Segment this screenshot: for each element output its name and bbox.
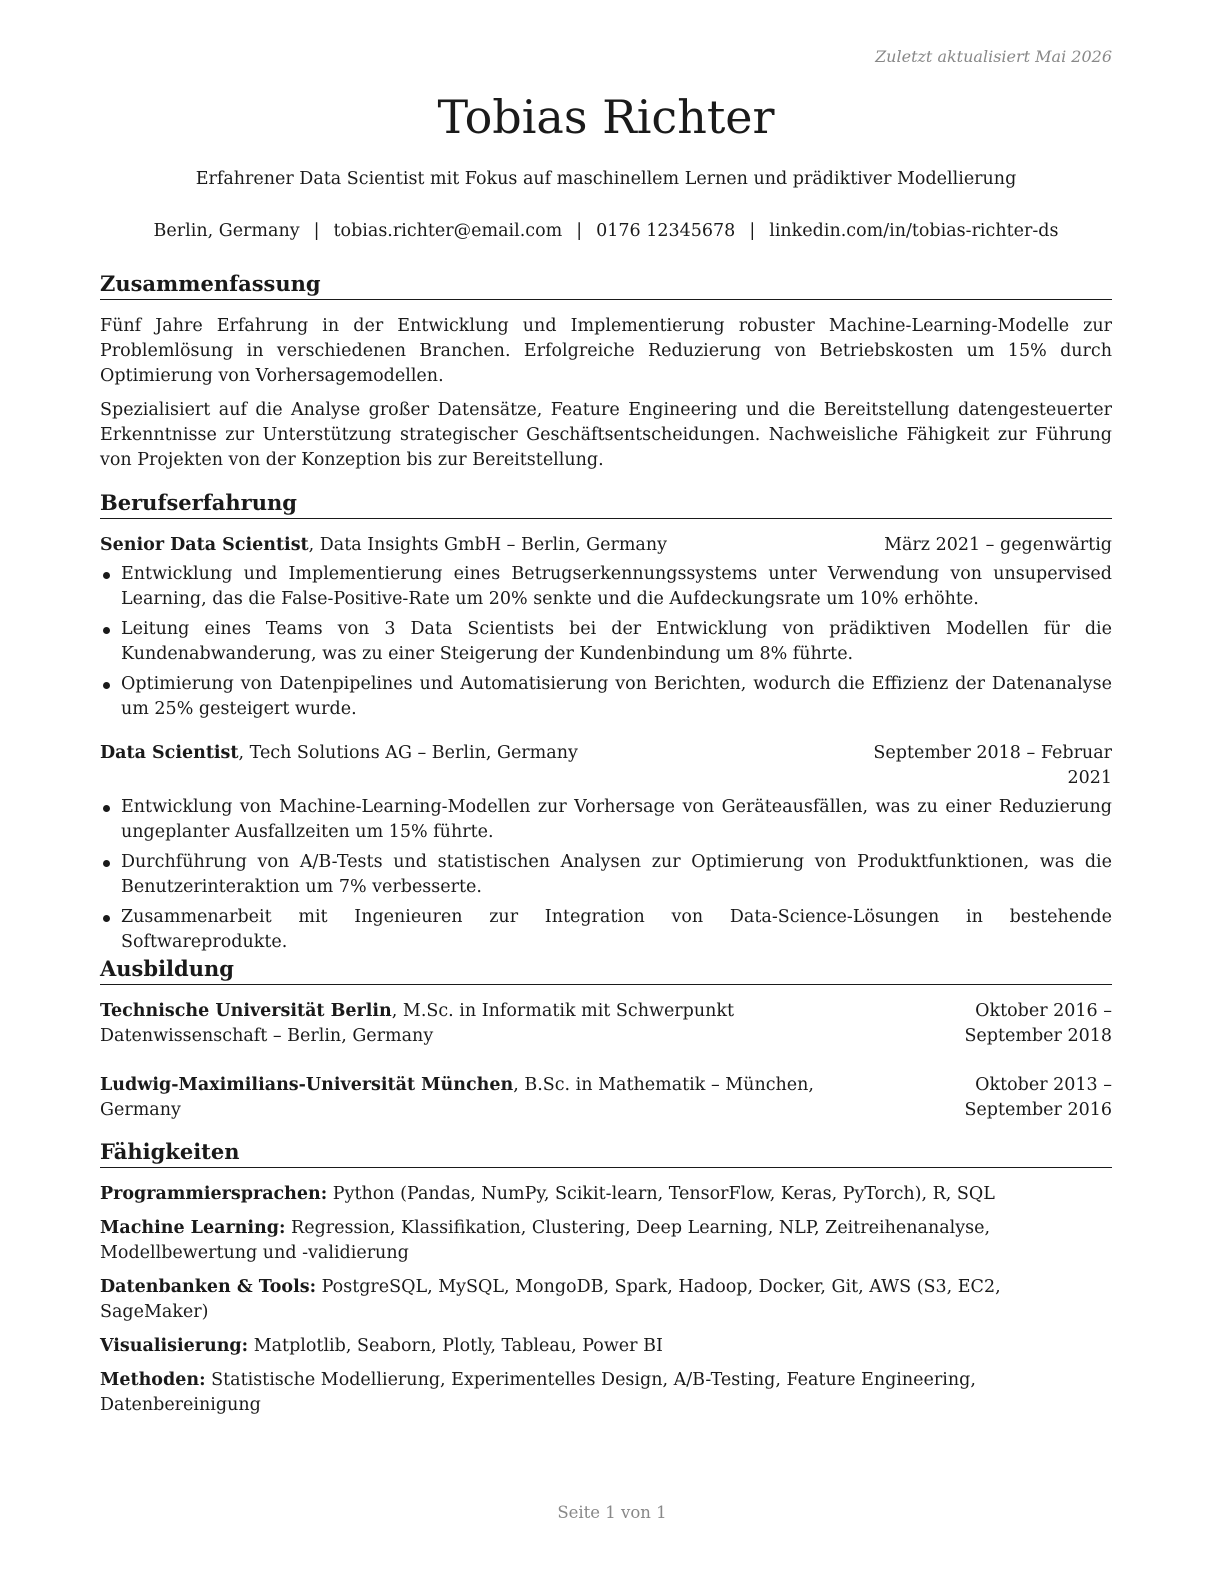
summary-section	[100, 271, 1112, 482]
education-dates: Oktober 2013 – September 2016	[964, 1075, 1112, 1120]
job-header	[100, 741, 1112, 791]
person-name: Tobias Richter	[437, 90, 775, 144]
education-entry	[100, 1073, 1112, 1123]
last-updated: Zuletzt aktualisiert Mai 2026	[875, 47, 1112, 66]
skills-section	[100, 1139, 1112, 1427]
job-role: Data Scientist	[100, 743, 239, 763]
job-dates: März 2021 – gegenwärtig	[884, 535, 1112, 555]
job-bullets	[100, 562, 1112, 722]
section-title-summary: Zusammenfassung	[100, 271, 1112, 300]
contact-email[interactable]: tobias.richter@email.com	[333, 221, 563, 241]
education-entry	[100, 999, 1112, 1049]
skill-value: Regression, Klassifikation, Clustering, Deep Learning, NLP, Zeitreihenanalyse, Modellbewertung und -validierung	[100, 1218, 991, 1263]
skill-value: Statistische Modellierung, Experimentelles Design, A/B-Testing, Feature Engineering, Datenbereinigung	[100, 1370, 976, 1415]
summary-paragraph: Fünf Jahre Erfahrung in der Entwicklung und Implementierung robuster Machine-Learning-Modelle zur Problemlösung in verschiedenen Branchen. Erfolgreiche Reduzierung von Betriebskosten um 15% durch Optimierung von Vorhersagemodellen.	[100, 316, 1112, 386]
contact-separator: |	[749, 221, 756, 241]
job-entry	[100, 741, 1112, 955]
education-school: Ludwig-Maximilians-Universität München	[100, 1075, 514, 1095]
job-org: , Data Insights GmbH – Berlin, Germany	[308, 535, 668, 555]
tagline: Erfahrener Data Scientist mit Fokus auf maschinellem Lernen und prädiktiver Modellierung	[195, 169, 1017, 189]
education-dates: Oktober 2016 – September 2018	[964, 1001, 1112, 1046]
section-title-skills: Fähigkeiten	[100, 1139, 1112, 1168]
skill-row	[100, 1334, 1112, 1359]
skill-row	[100, 1216, 1112, 1266]
skill-label: Datenbanken & Tools:	[100, 1277, 317, 1297]
list-item: Entwicklung von Machine-Learning-Modellen zur Vorhersage von Geräteausfällen, was zu einer Reduzierung ungeplanter Ausfallzeiten um 15% führte.	[100, 795, 1112, 845]
contact-separator: |	[576, 221, 583, 241]
skill-value: Python (Pandas, NumPy, Scikit-learn, TensorFlow, Keras, PyTorch), R, SQL	[327, 1184, 995, 1204]
list-item: Leitung eines Teams von 3 Data Scientists bei der Entwicklung von prädiktiven Modellen für die Kundenabwanderung, was zu einer Steigerung der Kundenbindung um 8% führte.	[100, 617, 1112, 667]
skill-row	[100, 1368, 1112, 1418]
job-header	[100, 533, 1112, 558]
job-dates: September 2018 – Februar 2021	[873, 743, 1112, 788]
contact-location: Berlin, Germany	[153, 221, 300, 241]
contact-linkedin[interactable]: linkedin.com/in/tobias-richter-ds	[769, 221, 1059, 241]
skill-value: Matplotlib, Seaborn, Plotly, Tableau, Power BI	[248, 1336, 663, 1356]
section-title-education: Ausbildung	[100, 956, 1112, 985]
contact-phone: 0176 12345678	[596, 221, 736, 241]
list-item: Durchführung von A/B-Tests und statistischen Analysen zur Optimierung von Produktfunktionen, was die Benutzerinteraktion um 7% verbesserte.	[100, 850, 1112, 900]
job-bullets	[100, 795, 1112, 955]
skill-label: Methoden:	[100, 1370, 206, 1390]
page-number: Seite 1 von 1	[557, 1503, 667, 1522]
summary-paragraph: Spezialisiert auf die Analyse großer Datensätze, Feature Engineering und die Bereitstellung datengesteuerter Erkenntnisse zur Unterstützung strategischer Geschäftsentscheidungen. Nachweisliche Fähigkeit zur Führung von Projekten von der Konzeption bis zur Bereitstellung.	[100, 400, 1112, 470]
skill-value: PostgreSQL, MySQL, MongoDB, Spark, Hadoop, Docker, Git, AWS (S3, EC2, SageMaker)	[100, 1277, 1001, 1322]
skill-label: Visualisierung:	[100, 1336, 249, 1356]
experience-section	[100, 490, 1112, 960]
contact-line	[100, 219, 1112, 244]
skill-row	[100, 1275, 1112, 1325]
list-item: Zusammenarbeit mit Ingenieuren zur Integration von Data-Science-Lösungen in bestehende Softwareprodukte.	[100, 905, 1112, 955]
skill-label: Machine Learning:	[100, 1218, 286, 1238]
job-org: , Tech Solutions AG – Berlin, Germany	[238, 743, 578, 763]
education-detail: , M.Sc. in Informatik mit Schwerpunkt Datenwissenschaft – Berlin, Germany	[100, 1001, 735, 1046]
education-school: Technische Universität Berlin	[100, 1001, 392, 1021]
section-title-experience: Berufserfahrung	[100, 490, 1112, 519]
list-item: Entwicklung und Implementierung eines Betrugserkennungssystems unter Verwendung von unsupervised Learning, das die False-Positive-Rate um 20% senkte und die Aufdeckungsrate um 10% erhöhte.	[100, 562, 1112, 612]
list-item: Optimierung von Datenpipelines und Automatisierung von Berichten, wodurch die Effizienz der Datenanalyse um 25% gesteigert wurde.	[100, 672, 1112, 722]
education-detail: , B.Sc. in Mathematik – München, Germany	[100, 1075, 814, 1120]
skill-label: Programmiersprachen:	[100, 1184, 328, 1204]
education-section	[100, 956, 1112, 1123]
job-entry	[100, 533, 1112, 722]
contact-separator: |	[313, 221, 320, 241]
job-role: Senior Data Scientist	[100, 535, 309, 555]
skill-row	[100, 1182, 1112, 1207]
